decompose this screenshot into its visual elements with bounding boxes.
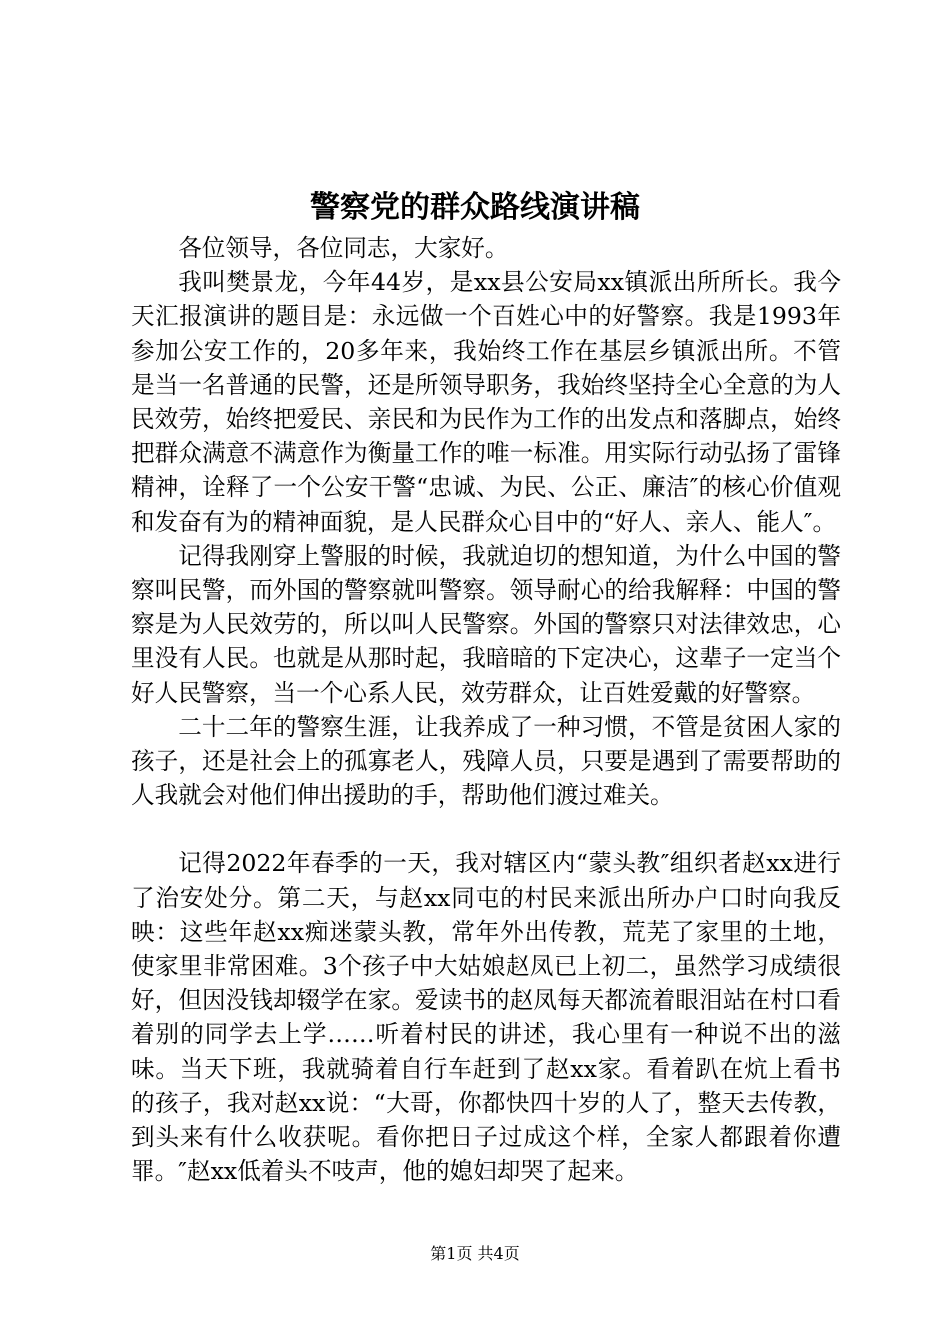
paragraph-first-uniform: 记得我刚穿上警服的时候，我就迫切的想知道，为什么中国的警察叫民警，而外国的警察就叫警察。领导耐心的给我解释：中国的警察是为人民效劳的，所以叫人民警察。外国的警察只对法律效忠，心里没有人民。也就是从那时起，我暗暗的下定决心，这辈子一定当个好人民警察，当一个心系人民，效劳群众，让百姓爱戴的好警察。: [131, 541, 841, 707]
paragraph-introduction: 我叫樊景龙，今年44岁，是xx县公安局xx镇派出所所长。我今天汇报演讲的题目是：永远做一个百姓心中的好警察。我是1993年参加公安工作的，20多年来，我始终工作在基层乡镇派出所。不管是当一名普通的民警，还是所领导职务，我始终坚持全心全意的为人民效劳，始终把爱民、亲民和为民作为工作的出发点和落脚点，始终把群众满意不满意作为衡量工作的唯一标准。用实际行动弘扬了雷锋精神，诠释了一个公安干警“忠诚、为民、公正、廉洁″的核心价值观和发奋有为的精神面貌，是人民群众心目中的“好人、亲人、能人″。: [131, 268, 841, 536]
paragraph-career-habit: 二十二年的警察生涯，让我养成了一种习惯，不管是贫困人家的孩子，还是社会上的孤寡老人，残障人员，只要是遇到了需要帮助的人我就会对他们伸出援助的手，帮助他们渡过难关。: [131, 712, 841, 810]
document-body: [131, 231, 841, 1188]
paragraph-greeting: 各位领导，各位同志，大家好。: [178, 234, 509, 262]
paragraph-2022-story: 记得2022年春季的一天，我对辖区内“蒙头教″组织者赵xx进行了治安处分。第二天，与赵xx同屯的村民来派出所办户口时向我反映：这些年赵xx痴迷蒙头教，常年外出传教，荒芜了家里的土地，使家里非常困难。3个孩子中大姑娘赵凤已上初二，虽然学习成绩很好，但因没钱却辍学在家。爱读书的赵凤每天都流着眼泪站在村口看着别的同学去上学……听着村民的讲述，我心里有一种说不出的滋味。当天下班，我就骑着自行车赶到了赵xx家。看着趴在炕上看书的孩子，我对赵xx说：“大哥，你都快四十岁的人了，整天去传教，到头来有什么收获呢。看你把日子过成这个样，全家人都跟着你遭罪。″赵xx低着头不吱声，他的媳妇却哭了起来。: [131, 849, 841, 1186]
page-number-footer: 第1页 共4页: [430, 1244, 520, 1263]
document-title: 警察党的群众路线演讲稿: [310, 190, 640, 225]
